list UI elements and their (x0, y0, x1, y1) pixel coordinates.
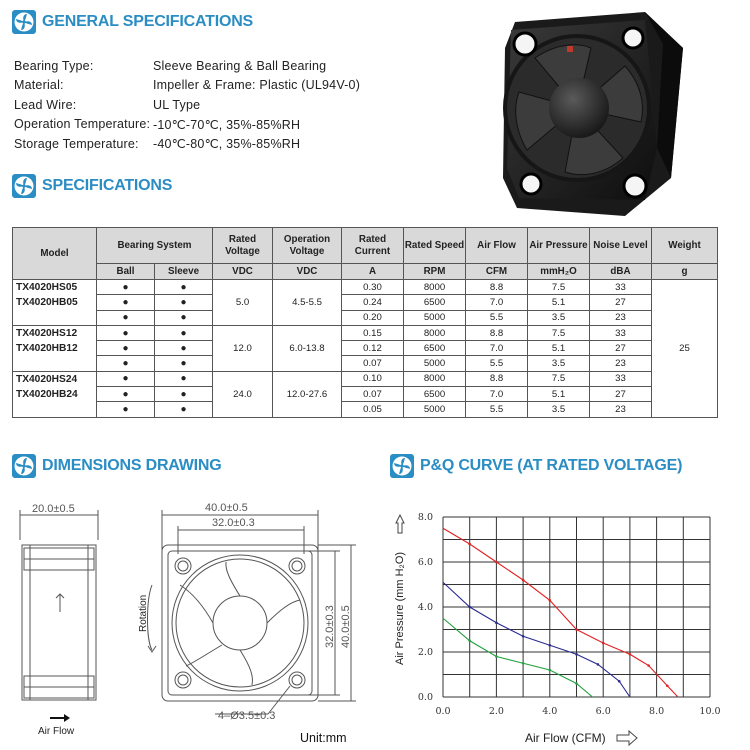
header-speed: Rated Speed (404, 228, 466, 264)
ball-dot: ● (97, 371, 155, 386)
model-cell: TX4020HB05 (13, 295, 97, 310)
airflow-cell: 8.8 (466, 325, 528, 340)
pq-heading (390, 454, 682, 478)
series-point (549, 644, 552, 647)
current-cell: 0.07 (342, 356, 404, 371)
chart-ticks (418, 512, 721, 717)
voltage-cell: 24.0 (213, 371, 273, 417)
series-point (468, 639, 471, 642)
current-cell: 0.20 (342, 310, 404, 325)
table-row (13, 310, 718, 325)
spec-key: Storage Temperature: (14, 136, 139, 151)
series-point (495, 655, 498, 658)
series-point (597, 663, 600, 666)
ball-dot: ● (97, 310, 155, 325)
sleeve-dot: ● (155, 310, 213, 325)
series-point (575, 653, 578, 656)
series-point (468, 606, 471, 609)
y-tick-label: 2.0 (417, 647, 433, 658)
speed-cell: 8000 (404, 280, 466, 295)
series-point (575, 682, 578, 685)
spec-key: Material: (14, 78, 64, 93)
voltage-cell: 5.0 (213, 280, 273, 326)
fan-product-image (495, 8, 695, 218)
header-weight: Weight (652, 228, 718, 264)
unit-label: Unit:mm (300, 731, 347, 745)
speed-cell: 8000 (404, 325, 466, 340)
series-line (443, 582, 630, 697)
model-cell (13, 310, 97, 325)
noise-cell: 23 (590, 402, 652, 417)
table-row (13, 371, 718, 386)
sleeve-dot: ● (155, 295, 213, 310)
dim-outer-width: 40.0±0.5 (205, 502, 248, 514)
spec-key: Lead Wire: (14, 97, 77, 112)
voltage-cell: 12.0 (213, 325, 273, 371)
general-specs-title: GENERAL SPECIFICATIONS (42, 13, 254, 30)
x-axis-arrow-icon (617, 731, 637, 745)
series-point (602, 642, 605, 645)
speed-cell: 6500 (404, 387, 466, 402)
header-current: Rated Current (342, 228, 404, 264)
y-tick-label: 6.0 (417, 557, 433, 568)
dim-holes: 4–Ø3.5±0.3 (218, 710, 276, 722)
airflow-cell: 7.0 (466, 387, 528, 402)
sleeve-dot: ● (155, 356, 213, 371)
airflow-label: Air Flow (38, 726, 75, 737)
model-cell: TX4020HS12 (13, 325, 97, 340)
airflow-cell: 8.8 (466, 280, 528, 295)
model-cell: TX4020HS24 (13, 371, 97, 386)
unit-sleeve: Sleeve (155, 264, 213, 280)
airflow-cell: 7.0 (466, 295, 528, 310)
table-row (13, 402, 718, 417)
series-point (522, 662, 525, 665)
sleeve-dot: ● (155, 341, 213, 356)
dim-outer-height: 40.0±0.5 (340, 605, 352, 648)
header-noise: Noise Level (590, 228, 652, 264)
spec-row (14, 76, 360, 96)
header-op-voltage: Operation Voltage (273, 228, 342, 264)
table-row (13, 387, 718, 402)
current-cell: 0.10 (342, 371, 404, 386)
x-axis-label: Air Flow (CFM) (525, 731, 606, 745)
noise-cell: 27 (590, 341, 652, 356)
spec-value: -10℃-70℃, 35%-85%RH (153, 117, 301, 132)
airflow-arrow-icon (50, 714, 70, 722)
noise-cell: 23 (590, 310, 652, 325)
pressure-cell: 3.5 (528, 310, 590, 325)
airflow-cell: 8.8 (466, 371, 528, 386)
header-voltage: Rated Voltage (213, 228, 273, 264)
current-cell: 0.24 (342, 295, 404, 310)
pressure-cell: 7.5 (528, 325, 590, 340)
series-point (495, 621, 498, 624)
spec-value: UL Type (153, 97, 201, 112)
sleeve-dot: ● (155, 402, 213, 417)
table-row (13, 295, 718, 310)
noise-cell: 27 (590, 295, 652, 310)
unit-voltage: VDC (213, 264, 273, 280)
current-cell: 0.05 (342, 402, 404, 417)
ball-dot: ● (97, 295, 155, 310)
table-row (13, 280, 718, 295)
x-tick-label: 4.0 (542, 706, 558, 717)
y-axis-arrow-icon (396, 515, 404, 533)
specs-title: SPECIFICATIONS (42, 177, 173, 194)
op-voltage-cell: 12.0-27.6 (273, 371, 342, 417)
pq-chart (385, 490, 750, 750)
spec-key: Operation Temperature: (14, 117, 151, 132)
model-cell: TX4020HB12 (13, 341, 97, 356)
noise-cell: 27 (590, 387, 652, 402)
op-voltage-cell: 4.5-5.5 (273, 280, 342, 326)
dim-side-width: 20.0±0.5 (32, 503, 75, 515)
spec-key: Bearing Type: (14, 58, 94, 73)
x-tick-label: 6.0 (595, 706, 611, 717)
current-cell: 0.12 (342, 341, 404, 356)
x-tick-label: 2.0 (488, 706, 504, 717)
series-point (522, 579, 525, 582)
speed-cell: 6500 (404, 341, 466, 356)
chart-grid (443, 517, 710, 697)
model-cell (13, 402, 97, 417)
y-axis-label: Air Pressure (mm H₂O) (394, 551, 406, 665)
pressure-cell: 7.5 (528, 280, 590, 295)
spec-value: Impeller & Frame: Plastic (UL94V-0) (153, 78, 361, 93)
spec-value: -40℃-80℃, 35%-85%RH (153, 137, 301, 152)
dimensions-drawing (0, 490, 385, 750)
speed-cell: 5000 (404, 310, 466, 325)
series-point (549, 669, 552, 672)
noise-cell: 33 (590, 371, 652, 386)
pressure-cell: 5.1 (528, 295, 590, 310)
header-bearing: Bearing System (97, 228, 213, 264)
unit-weight: g (652, 264, 718, 280)
unit-airflow: CFM (466, 264, 528, 280)
series-point (629, 653, 632, 656)
ball-dot: ● (97, 356, 155, 371)
unit-speed: RPM (404, 264, 466, 280)
noise-cell: 33 (590, 280, 652, 295)
rotation-label: Rotation (138, 594, 149, 632)
header-airflow: Air Flow (466, 228, 528, 264)
header-model: Model (13, 228, 97, 280)
specifications-table (12, 227, 718, 418)
pressure-cell: 3.5 (528, 356, 590, 371)
dim-inner-width: 32.0±0.3 (212, 517, 255, 529)
series-point (575, 628, 578, 631)
airflow-cell: 5.5 (466, 402, 528, 417)
series-point (522, 635, 525, 638)
airflow-cell: 5.5 (466, 356, 528, 371)
spec-row (14, 56, 360, 76)
speed-cell: 8000 (404, 371, 466, 386)
chart-series (443, 528, 678, 697)
speed-cell: 5000 (404, 402, 466, 417)
fan-logo-icon (12, 10, 36, 34)
ball-dot: ● (97, 341, 155, 356)
x-tick-label: 0.0 (435, 706, 451, 717)
table-row (13, 325, 718, 340)
unit-current: A (342, 264, 404, 280)
noise-cell: 33 (590, 325, 652, 340)
weight-cell: 25 (652, 280, 718, 418)
fan-logo-icon (12, 174, 36, 198)
noise-cell: 23 (590, 356, 652, 371)
specs-heading (12, 174, 172, 198)
pq-title: P&Q CURVE (AT RATED VOLTAGE) (420, 457, 683, 474)
x-tick-label: 10.0 (699, 706, 721, 717)
ball-dot: ● (97, 387, 155, 402)
unit-pressure: mmH₂O (528, 264, 590, 280)
dimensions-heading (12, 454, 222, 478)
y-tick-label: 0.0 (417, 692, 433, 703)
ball-dot: ● (97, 402, 155, 417)
pressure-cell: 7.5 (528, 371, 590, 386)
spec-value: Sleeve Bearing & Ball Bearing (153, 58, 327, 73)
airflow-cell: 7.0 (466, 341, 528, 356)
airflow-cell: 5.5 (466, 310, 528, 325)
sleeve-dot: ● (155, 280, 213, 295)
unit-noise: dBA (590, 264, 652, 280)
speed-cell: 5000 (404, 356, 466, 371)
series-point (468, 543, 471, 546)
pressure-cell: 5.1 (528, 341, 590, 356)
series-point (549, 599, 552, 602)
sleeve-dot: ● (155, 387, 213, 402)
model-cell: TX4020HB24 (13, 387, 97, 402)
spec-row (14, 95, 360, 115)
ball-dot: ● (97, 325, 155, 340)
dimensions-title: DIMENSIONS DRAWING (42, 457, 222, 474)
sleeve-dot: ● (155, 371, 213, 386)
fan-logo-icon (390, 454, 414, 478)
spec-row (14, 115, 360, 135)
y-tick-label: 8.0 (417, 512, 433, 523)
series-point (647, 664, 650, 667)
table-row (13, 356, 718, 371)
model-cell (13, 356, 97, 371)
pressure-cell: 5.1 (528, 387, 590, 402)
current-cell: 0.15 (342, 325, 404, 340)
fan-logo-icon (12, 454, 36, 478)
current-cell: 0.07 (342, 387, 404, 402)
dim-inner-height: 32.0±0.3 (324, 605, 336, 648)
pressure-cell: 3.5 (528, 402, 590, 417)
ball-dot: ● (97, 280, 155, 295)
header-pressure: Air Pressure (528, 228, 590, 264)
x-tick-label: 8.0 (649, 706, 665, 717)
model-cell: TX4020HS05 (13, 280, 97, 295)
general-specs-list (14, 56, 360, 154)
spec-row (14, 134, 360, 154)
series-point (666, 684, 669, 687)
current-cell: 0.30 (342, 280, 404, 295)
y-tick-label: 4.0 (417, 602, 433, 613)
series-point (495, 561, 498, 564)
general-specs-heading (12, 10, 253, 34)
series-point (618, 680, 621, 683)
sleeve-dot: ● (155, 325, 213, 340)
unit-op-voltage: VDC (273, 264, 342, 280)
op-voltage-cell: 6.0-13.8 (273, 325, 342, 371)
speed-cell: 6500 (404, 295, 466, 310)
unit-ball: Ball (97, 264, 155, 280)
series-line (443, 618, 593, 697)
table-row (13, 341, 718, 356)
